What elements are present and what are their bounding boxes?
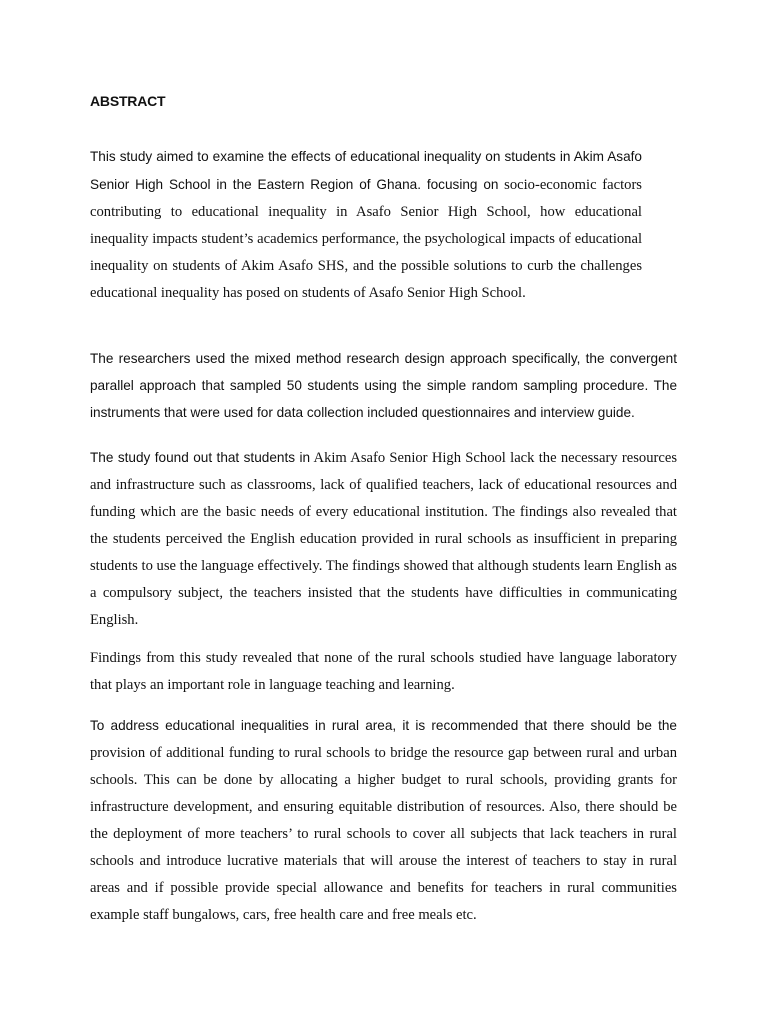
paragraph-5-lead: To address educational inequalities in rural area, it is recommended that there should be the [90, 718, 677, 733]
paragraph-3-rest: Akim Asafo Senior High School lack the necessary resources and infrastructure such as classrooms, lack of qualified teachers, lack of educational resources and funding which are the basic needs of every educational institution. The findings also revealed that the students perceived the English education provided in rural schools as insufficient in preparing students to use the language effectively. The findings showed that although students learn English as a compulsory subject, the teachers insisted that the students have difficulties in communicating English. [90, 450, 678, 628]
abstract-paragraph-1 [90, 143, 642, 307]
abstract-paragraph-5 [90, 712, 677, 929]
abstract-paragraph-3 [90, 444, 677, 634]
paragraph-5-rest: provision of additional funding to rural schools to bridge the resource gap between rural and urban schools. This can be done by allocating a higher budget to rural schools, providing grants for infrastructure development, and ensuring equitable distribution of resources. Also, there should be the deployment of more teachers’ to rural schools to cover all subjects that lack teachers in rural schools and introduce lucrative materials that will arouse the interest of teachers to stay in rural areas and if possible provide special allowance and benefits for teachers in rural communities example staff bungalows, cars, free health care and free meals etc. [90, 745, 677, 923]
paragraph-3-lead: The study found out that students in [90, 450, 311, 465]
abstract-heading: ABSTRACT [90, 93, 166, 109]
abstract-paragraph-2: The researchers used the mixed method research design approach specifically, the convergent parallel approach that sampled 50 students using the simple random sampling procedure. The instruments that were used for data collection included questionnaires and interview guide. [90, 351, 677, 420]
paragraph-1-lead: This study aimed to examine the effects of educational inequality on students in Akim Asafo Senior High School in the Eastern Region of Ghana. focusing on [90, 149, 642, 192]
abstract-paragraph-4: Findings from this study revealed that none of the rural schools studied have language laboratory that plays an important role in language teaching and learning. [90, 650, 677, 693]
paragraph-1-rest: socio-economic factors contributing to educational inequality in Asafo Senior High School, how educational inequality impacts student’s academics performance, the psychological impacts of educational inequality on students of Akim Asafo SHS, and the possible solutions to curb the challenges educational inequality has posed on students of Asafo Senior High School. [90, 177, 642, 301]
